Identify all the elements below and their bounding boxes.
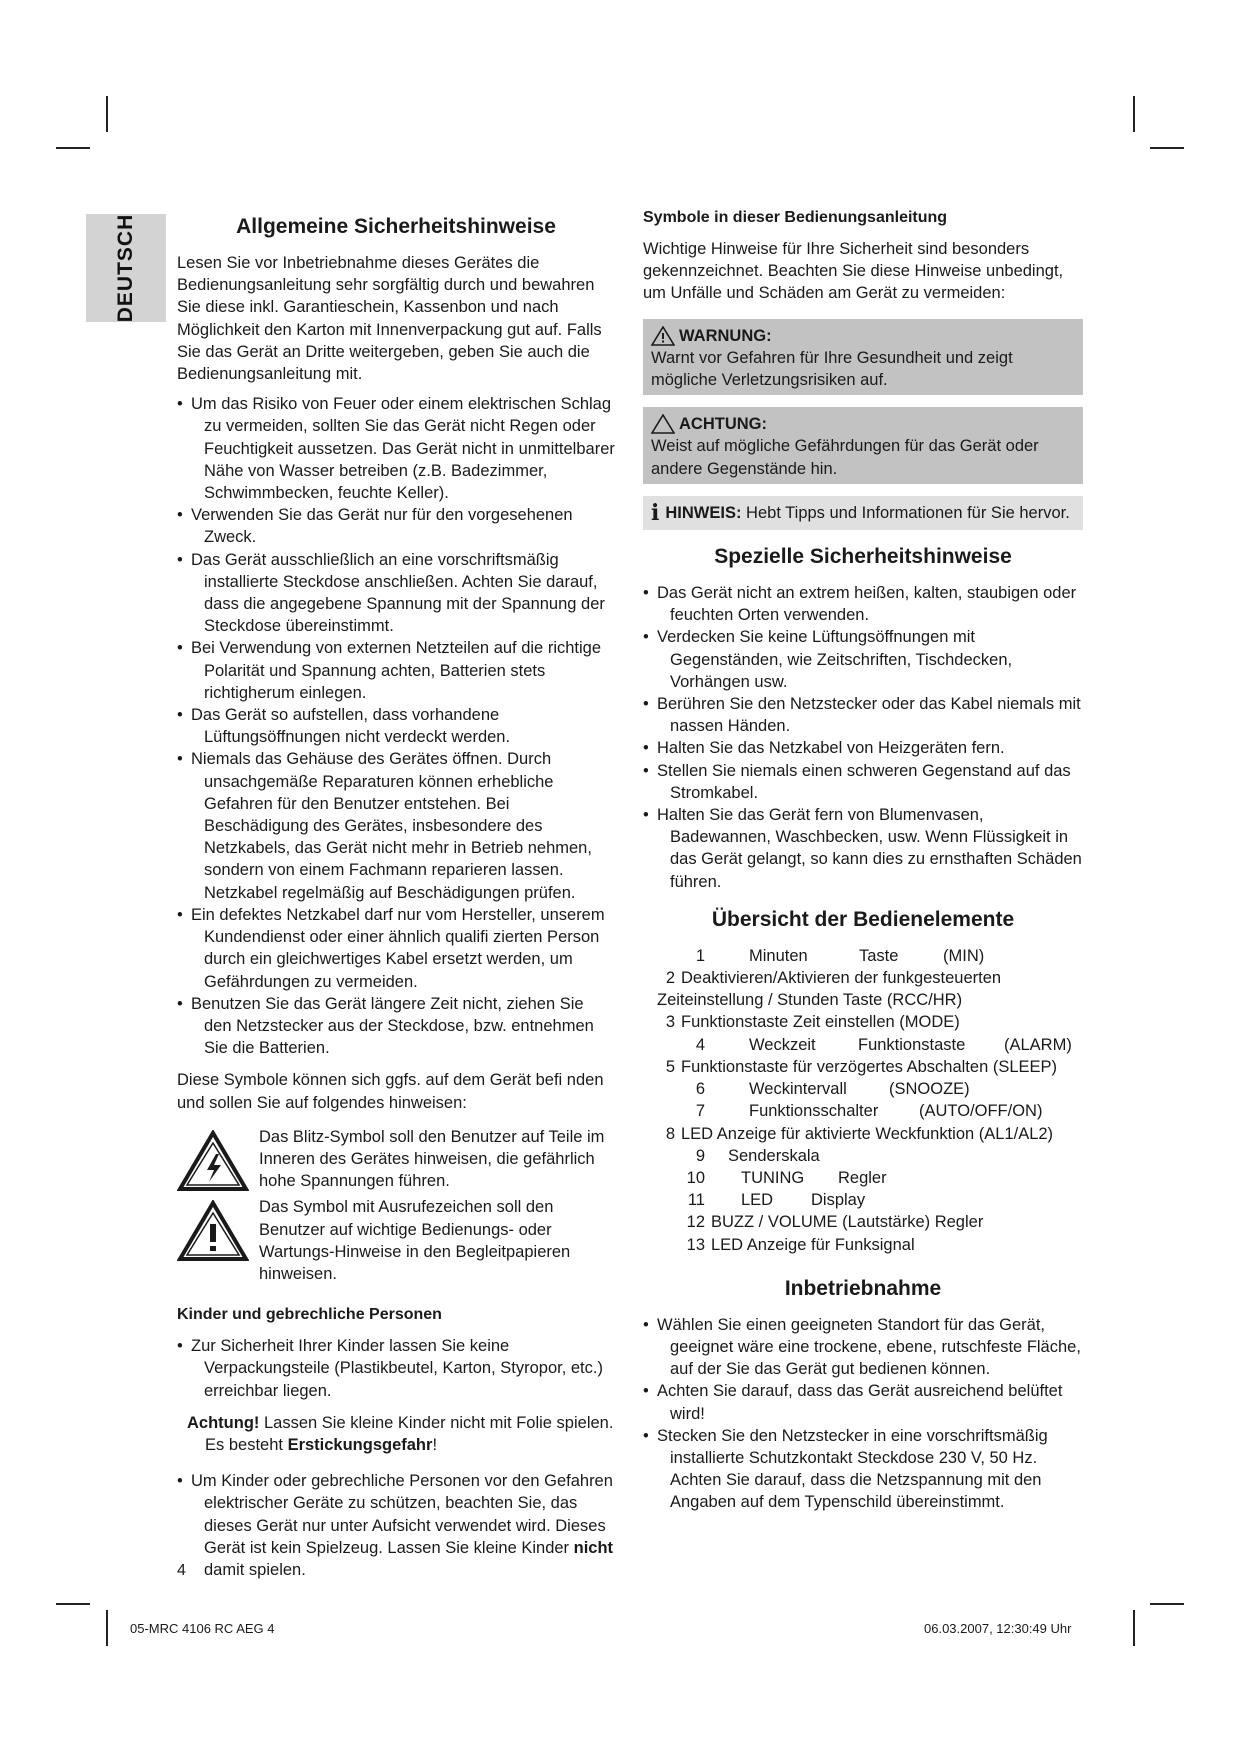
achtung-box xyxy=(643,407,1083,484)
lightning-warning-icon xyxy=(177,1130,249,1192)
hinweis-box xyxy=(643,496,1083,530)
choking-warning: Achtung! Lassen Sie kleine Kinder nicht mit Folie spielen. Es besteht Erstickungsgefahr! xyxy=(187,1413,614,1454)
list-item: 13 LED Anzeige für Funksignal xyxy=(686,1235,915,1254)
children-list-2 xyxy=(177,1470,615,1581)
crop-mark xyxy=(1133,1610,1135,1646)
achtung-label-right: ACHTUNG: xyxy=(679,415,767,434)
symbols-intro-right: Wichtige Hinweise für Ihre Sicherheit sind besonders gekennzeichnet. Beachten Sie diese Hinweise unbedingt, um Unfälle und Schäden am Gerät zu vermeiden: xyxy=(643,240,1064,303)
warnung-box xyxy=(643,319,1083,396)
exclaim-symbol-text: Das Symbol mit Ausrufezeichen soll den Benutzer auf wichtige Bedienungs- oder Wartungs-Hinweise in den Begleitpapieren hinweisen. xyxy=(259,1198,571,1283)
children-heading: Kinder und gebrechliche Personen xyxy=(177,1306,442,1324)
general-safety-list xyxy=(177,393,615,1059)
language-tab-label: DEUTSCH xyxy=(114,213,137,323)
left-column xyxy=(177,208,615,1591)
warning-triangle-icon xyxy=(651,326,675,346)
list-item: 6 Weckintervall (SNOOZE) xyxy=(695,1080,970,1099)
footer-filename: 05-MRC 4106 RC AEG 4 xyxy=(130,1621,275,1636)
footer-timestamp: 06.03.2007, 12:30:49 Uhr xyxy=(924,1621,1072,1636)
list-item: • Ein defektes Netzkabel darf nur vom Hersteller, unserem Kundendienst oder einer ähnlich qualifi zierten Person durch ein gleichwertiges Kabel ersetzt werden, um Gefährdungen zu vermeiden. xyxy=(177,904,615,993)
controls-list xyxy=(643,945,1083,1256)
list-item: • Berühren Sie den Netzstecker oder das Kabel niemals mit nassen Händen. xyxy=(643,693,1083,737)
language-tab xyxy=(86,214,166,322)
achtung-text: Weist auf mögliche Gefährdungen für das Gerät oder andere Gegenstände hin. xyxy=(651,437,1039,478)
info-icon: i xyxy=(651,499,660,526)
list-item: • Wählen Sie einen geeigneten Standort für das Gerät, geeignet wäre eine trockene, ebene, rutschfeste Fläche, auf der Sie das Gerät gut bedienen können. xyxy=(643,1314,1083,1381)
list-item-continued: Zeiteinstellung / Stunden Taste (RCC/HR) xyxy=(657,991,963,1010)
intro-paragraph: Lesen Sie vor Inbetriebnahme dieses Gerätes die Bedienungsanleitung sehr sorgfältig durch und bewahren Sie diese inkl. Garantieschein, Kassenbon und nach Möglichkeit den Karton mit Innenverpackung gut auf. Falls Sie das Gerät an Dritte weitergeben, geben Sie auch die Bedienungsanleitung mit. xyxy=(177,254,602,384)
crop-mark xyxy=(56,1603,90,1605)
list-item: 10 TUNING Regler xyxy=(686,1168,887,1187)
children-list xyxy=(177,1335,615,1402)
caution-triangle-icon xyxy=(651,414,675,434)
list-item: • Benutzen Sie das Gerät längere Zeit nicht, ziehen Sie den Netzstecker aus der Steckdose, bzw. entnehmen Sie die Batterien. xyxy=(177,993,615,1060)
crop-mark xyxy=(106,96,108,132)
list-item: • Stecken Sie den Netzstecker in eine vorschriftsmäßig installierte Schutzkontakt Steckdose 230 V, 50 Hz. Achten Sie darauf, dass die Netzspannung mit den Angaben auf dem Typenschild übereinstimmt. xyxy=(643,1425,1083,1514)
list-item: • Um Kinder oder gebrechliche Personen vor den Gefahren elektrischer Geräte zu schützen, beachten Sie, das dieses Gerät nur unter Aufsicht verwendet wird. Dieses Gerät ist kein Spielzeug. Lassen Sie kleine Kinder nicht damit spielen. xyxy=(177,1470,615,1581)
achtung-label: Achtung! xyxy=(187,1413,260,1432)
list-item: 11 LED Display xyxy=(687,1191,866,1210)
crop-mark xyxy=(106,1610,108,1646)
section-title-setup: Inbetriebnahme xyxy=(784,1276,942,1300)
special-safety-list xyxy=(643,582,1083,893)
list-item: • Das Gerät ausschließlich an eine vorschriftsmäßig installierte Steckdose anschließen. Achten Sie darauf, dass die angegebene Spannung mit der Spannung der Steckdose übereinstimmt. xyxy=(177,549,615,638)
list-item: 4 Weckzeit Funktionstaste (ALARM) xyxy=(695,1035,1072,1054)
list-item: • Stellen Sie niemals einen schweren Gegenstand auf das Stromkabel. xyxy=(643,760,1083,804)
list-item: • Niemals das Gehäuse des Gerätes öffnen. Durch unsachgemäße Reparaturen können erhebliche Gefahren für den Benutzer entstehen. Bei Beschädigung des Gerätes, insbesondere des Netzkabels, das Gerät nicht mehr in Betrieb nehmen, sondern von einem Fachmann reparieren lassen. Netzkabel regelmäßig auf Beschädigungen prüfen. xyxy=(177,748,615,903)
crop-mark xyxy=(56,147,90,149)
list-item: • Halten Sie das Gerät fern von Blumenvasen, Badewannen, Waschbecken, usw. Wenn Flüssigkeit in das Gerät gelangt, so kann dies zu ernsthaften Schäden führen. xyxy=(643,804,1083,893)
crop-mark xyxy=(1150,147,1184,149)
list-item: • Achten Sie darauf, dass das Gerät ausreichend belüftet wird! xyxy=(643,1380,1083,1424)
list-item: • Um das Risiko von Feuer oder einem elektrischen Schlag zu vermeiden, sollten Sie das Gerät nicht Regen oder Feuchtigkeit aussetzen. Das Gerät nicht in unmittelbarer Nähe von Wasser betreiben (z.B. Badezimmer, Schwimmbecken, feuchte Keller). xyxy=(177,393,615,504)
section-title-controls: Übersicht der Bedienelemente xyxy=(711,907,1015,931)
list-item: 7 Funktionsschalter (AUTO/OFF/ON) xyxy=(695,1102,1043,1121)
list-item: • Bei Verwendung von externen Netzteilen auf die richtige Polarität und Spannung achten, Batterien stets richtigherum einlegen. xyxy=(177,637,615,704)
list-item: 12 BUZZ / VOLUME (Lautstärke) Regler xyxy=(686,1213,984,1232)
list-item: • Das Gerät so aufstellen, dass vorhandene Lüftungsöffnungen nicht verdeckt werden. xyxy=(177,704,615,748)
list-item: • Zur Sicherheit Ihrer Kinder lassen Sie keine Verpackungsteile (Plastikbeutel, Karton, Styropor, etc.) erreichbar liegen. xyxy=(177,1335,615,1402)
list-item: 8 LED Anzeige für aktivierte Weckfunktion (AL1/AL2) xyxy=(665,1124,1054,1143)
setup-list xyxy=(643,1314,1083,1514)
lightning-symbol-text: Das Blitz-Symbol soll den Benutzer auf Teile im Inneren des Gerätes hinweisen, die gefährlich hohe Spannungen führen. xyxy=(259,1127,605,1191)
list-item: 9 Senderskala xyxy=(695,1146,820,1165)
exclaim-symbol-row xyxy=(177,1196,615,1285)
hinweis-text: Hebt Tipps und Informationen für Sie hervor. xyxy=(746,503,1070,522)
list-item: • Das Gerät nicht an extrem heißen, kalten, staubigen oder feuchten Orten verwenden. xyxy=(643,582,1083,626)
section-title-general-safety: Allgemeine Sicherheitshinweise xyxy=(236,215,556,238)
section-title-special-safety: Spezielle Sicherheitshinweise xyxy=(714,545,1012,569)
exclamation-warning-icon xyxy=(177,1200,249,1262)
list-item: 1 Minuten Taste (MIN) xyxy=(695,946,985,965)
hinweis-label: HINWEIS: xyxy=(665,503,742,522)
list-item: 3 Funktionstaste Zeit einstellen (MODE) xyxy=(665,1013,960,1032)
symbols-heading: Symbole in dieser Bedienungsanleitung xyxy=(643,209,948,226)
right-column xyxy=(643,208,1083,1524)
warnung-text: Warnt vor Gefahren für Ihre Gesundheit und zeigt mögliche Verletzungsrisiken auf. xyxy=(651,348,1013,390)
page-number: 4 xyxy=(177,1562,186,1579)
symbols-intro: Diese Symbole können sich ggfs. auf dem Gerät befi nden und sollen Sie auf folgendes hinweisen: xyxy=(177,1071,604,1112)
list-item: 2 Deaktivieren/Aktivieren der funkgesteuerten xyxy=(665,969,1002,988)
list-item: • Verdecken Sie keine Lüftungsöffnungen mit Gegenständen, wie Zeitschriften, Tischdecken, Vorhängen usw. xyxy=(643,626,1083,693)
crop-mark xyxy=(1150,1603,1184,1605)
warnung-label: WARNUNG: xyxy=(679,326,772,345)
list-item: 5 Funktionstaste für verzögertes Abschalten (SLEEP) xyxy=(665,1057,1058,1076)
list-item: • Verwenden Sie das Gerät nur für den vorgesehenen Zweck. xyxy=(177,504,615,548)
lightning-symbol-row xyxy=(177,1126,615,1193)
list-item: • Halten Sie das Netzkabel von Heizgeräten fern. xyxy=(643,737,1083,759)
crop-mark xyxy=(1133,96,1135,132)
